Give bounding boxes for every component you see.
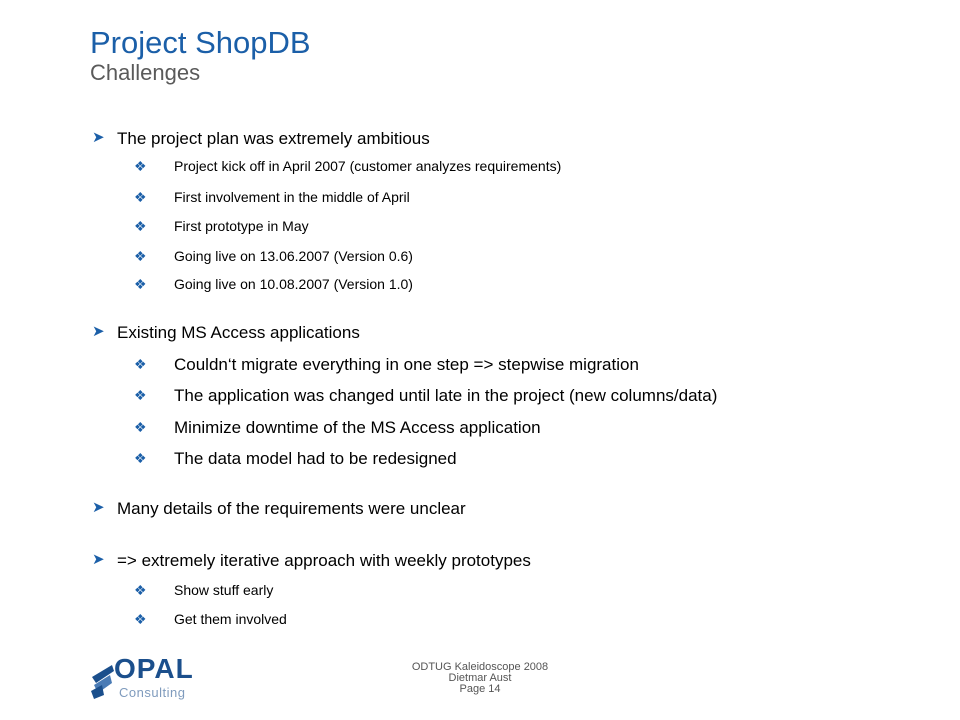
diamond-bullet-icon: ❖	[134, 582, 147, 598]
footer-event: ODTUG Kaleidoscope 2008	[411, 661, 549, 673]
sub-bullet-text: Get them involved	[174, 611, 287, 627]
bullet-text: => extremely iterative approach with weekly prototypes	[117, 551, 531, 570]
logo-wordmark: OPAL	[114, 653, 194, 684]
footer	[390, 662, 570, 695]
diamond-bullet-icon: ❖	[134, 248, 147, 264]
sub-bullet-text: First involvement in the middle of April	[174, 189, 410, 205]
diamond-bullet-icon: ❖	[134, 611, 147, 627]
diamond-bullet-icon: ❖	[134, 158, 147, 174]
sub-bullet-text: Couldn‘t migrate everything in one step => stepwise migration	[174, 355, 639, 374]
page-number: Page 14	[459, 683, 501, 695]
bullet-text: The project plan was extremely ambitious	[117, 129, 430, 148]
diamond-bullet-icon: ❖	[134, 189, 147, 205]
diamond-bullet-icon: ❖	[134, 356, 147, 372]
arrow-bullet-icon: ➤	[92, 499, 105, 516]
sub-bullet-text: Minimize downtime of the MS Access application	[174, 418, 541, 437]
diamond-bullet-icon: ❖	[134, 419, 147, 435]
bullet-text: Many details of the requirements were unclear	[117, 499, 466, 518]
sub-bullet-text: Project kick off in April 2007 (customer analyzes requirements)	[174, 158, 562, 174]
bullet-text: Existing MS Access applications	[117, 323, 360, 342]
opal-consulting-logo	[90, 655, 210, 705]
arrow-bullet-icon: ➤	[92, 551, 105, 568]
slide-subtitle: Challenges	[90, 60, 201, 85]
arrow-bullet-icon: ➤	[92, 129, 105, 146]
footer-author: Dietmar Aust	[448, 672, 512, 684]
sub-bullet-text: Going live on 10.08.2007 (Version 1.0)	[174, 276, 413, 292]
sub-bullet-text: The application was changed until late in the project (new columns/data)	[174, 386, 718, 405]
sub-bullet-text: Show stuff early	[174, 582, 274, 598]
diamond-bullet-icon: ❖	[134, 387, 147, 403]
sub-bullet-text: Going live on 13.06.2007 (Version 0.6)	[174, 248, 413, 264]
diamond-bullet-icon: ❖	[134, 218, 147, 234]
arrow-bullet-icon: ➤	[92, 323, 105, 340]
sub-bullet-text: The data model had to be redesigned	[174, 449, 457, 468]
logo-mark-icon	[90, 657, 116, 701]
slide-title: Project ShopDB	[90, 25, 311, 60]
logo-subtitle: Consulting	[119, 685, 186, 700]
diamond-bullet-icon: ❖	[134, 450, 147, 466]
diamond-bullet-icon: ❖	[134, 276, 147, 292]
sub-bullet-text: First prototype in May	[174, 218, 309, 234]
